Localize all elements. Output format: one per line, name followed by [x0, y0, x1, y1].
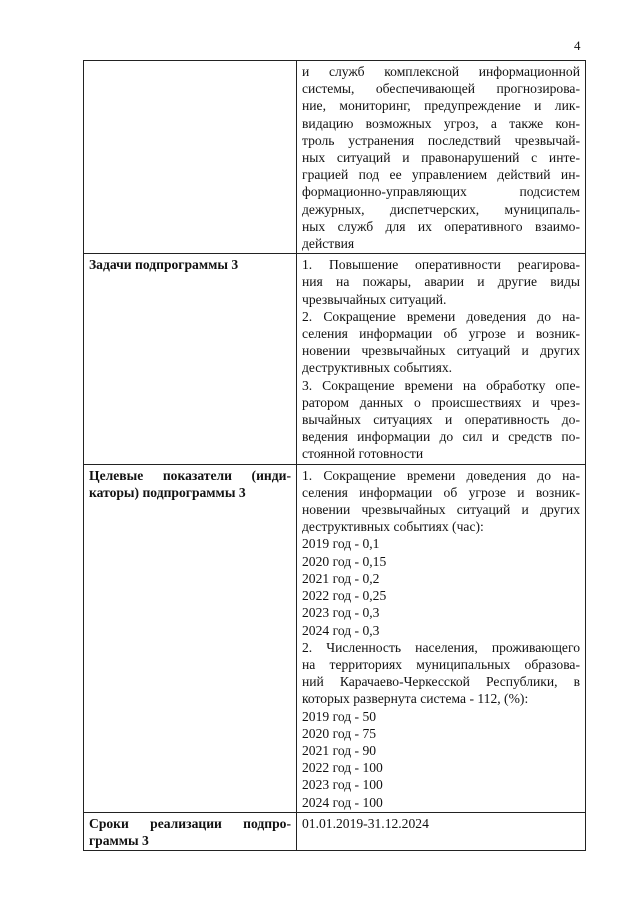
- text-line: видацию возможных угроз, а также кон-: [302, 115, 580, 131]
- passport-table: [83, 60, 586, 851]
- text-line: деструктивных событиях (час):: [302, 519, 484, 535]
- row-value-indicators: [297, 464, 586, 812]
- indicator-year-value: 2023 год - 100: [302, 777, 383, 793]
- indicator-year-value: 2019 год - 0,1: [302, 536, 380, 552]
- text-line: селения информации об угрозе и возник-: [302, 484, 580, 500]
- row-label-empty: [84, 61, 297, 254]
- text-line: ных ситуаций и правонарушений с инте-: [302, 150, 580, 166]
- text-line: формационно-управляющих подсистем: [302, 184, 580, 200]
- indicator-year-value: 2021 год - 90: [302, 742, 377, 758]
- text-line: деструктивных событиях.: [302, 360, 453, 376]
- text-line: ний Карачаево-Черкесской Республики, в: [302, 674, 580, 690]
- text-line: стоянной готовности: [302, 446, 424, 462]
- text-line: системы, обеспечивающей прогнозирова-: [302, 81, 580, 97]
- text-line: ных служб для их оперативного взаимо-: [302, 218, 580, 234]
- indicator-year-value: 2019 год - 50: [302, 708, 377, 724]
- text-line: ведения информации до сил и средств по-: [302, 429, 580, 445]
- row-label-tasks: Задачи подпрограммы 3: [84, 254, 297, 464]
- text-line: 2. Сокращение времени доведения до на-: [302, 308, 580, 324]
- text-line: троль устранения последствий чрезвычай-: [302, 132, 580, 148]
- indicator-year-value: 2020 год - 75: [302, 725, 377, 741]
- text-line: селения информации об угрозе и возник-: [302, 326, 580, 342]
- text-line: новении чрезвычайных ситуаций и других: [302, 343, 580, 359]
- text-line: ние, мониторинг, предупреждение и лик-: [302, 98, 580, 114]
- indicator-year-value: 2022 год - 100: [302, 760, 383, 776]
- row-value-timeline: [297, 812, 586, 850]
- text-line: и служб комплексной информационной: [302, 64, 580, 79]
- indicator-year-value: 2024 год - 100: [302, 794, 383, 810]
- text-line: 1. Сокращение времени доведения до на-: [302, 467, 580, 483]
- text-line: дежурных, диспетчерских, муниципаль-: [302, 201, 580, 217]
- text-line: 3. Сокращение времени на обработку опе-: [302, 377, 580, 393]
- text-line: 1. Повышение оперативности реагирова-: [302, 257, 580, 273]
- label-line: Целевые показатели (инди-: [89, 467, 291, 483]
- text-line: ратором данных о происшествиях и чрез-: [302, 394, 580, 410]
- label-line: Сроки реализации подпро-: [89, 815, 291, 831]
- text-line: грацией под ее управлением действий ин-: [302, 167, 580, 183]
- indicator-year-value: 2020 год - 0,15: [302, 553, 387, 569]
- text-line: на территориях муниципальных образова-: [302, 656, 580, 672]
- text-line: вычайных ситуациях и оперативность до-: [302, 412, 580, 428]
- indicator-year-value: 2024 год - 0,3: [302, 622, 380, 638]
- implementation-period: 01.01.2019-31.12.2024: [302, 815, 429, 831]
- indicator-year-value: 2021 год - 0,2: [302, 570, 380, 586]
- table-row: [84, 464, 586, 812]
- row-value-system-description: [297, 61, 586, 254]
- text-line: новении чрезвычайных ситуаций и других: [302, 502, 580, 518]
- text-line: 2. Численность населения, проживающего: [302, 639, 580, 655]
- table-row: [84, 61, 586, 254]
- indicator-year-value: 2022 год - 0,25: [302, 588, 387, 604]
- page-number: 4: [574, 38, 581, 53]
- row-label-timeline: [84, 812, 297, 850]
- text-line: ния на пожары, аварии и другие виды: [302, 274, 580, 290]
- row-value-tasks: [297, 254, 586, 464]
- text-line: действия: [302, 236, 355, 252]
- table-row: [84, 812, 586, 850]
- table-row: [84, 254, 586, 464]
- row-label-indicators: [84, 464, 297, 812]
- label-line: граммы 3: [89, 832, 149, 848]
- label-line: каторы) подпрограммы 3: [89, 484, 246, 500]
- text-line: которых развернута система - 112, (%):: [302, 691, 529, 707]
- indicator-year-value: 2023 год - 0,3: [302, 605, 380, 621]
- text-line: чрезвычайных ситуаций.: [302, 291, 447, 307]
